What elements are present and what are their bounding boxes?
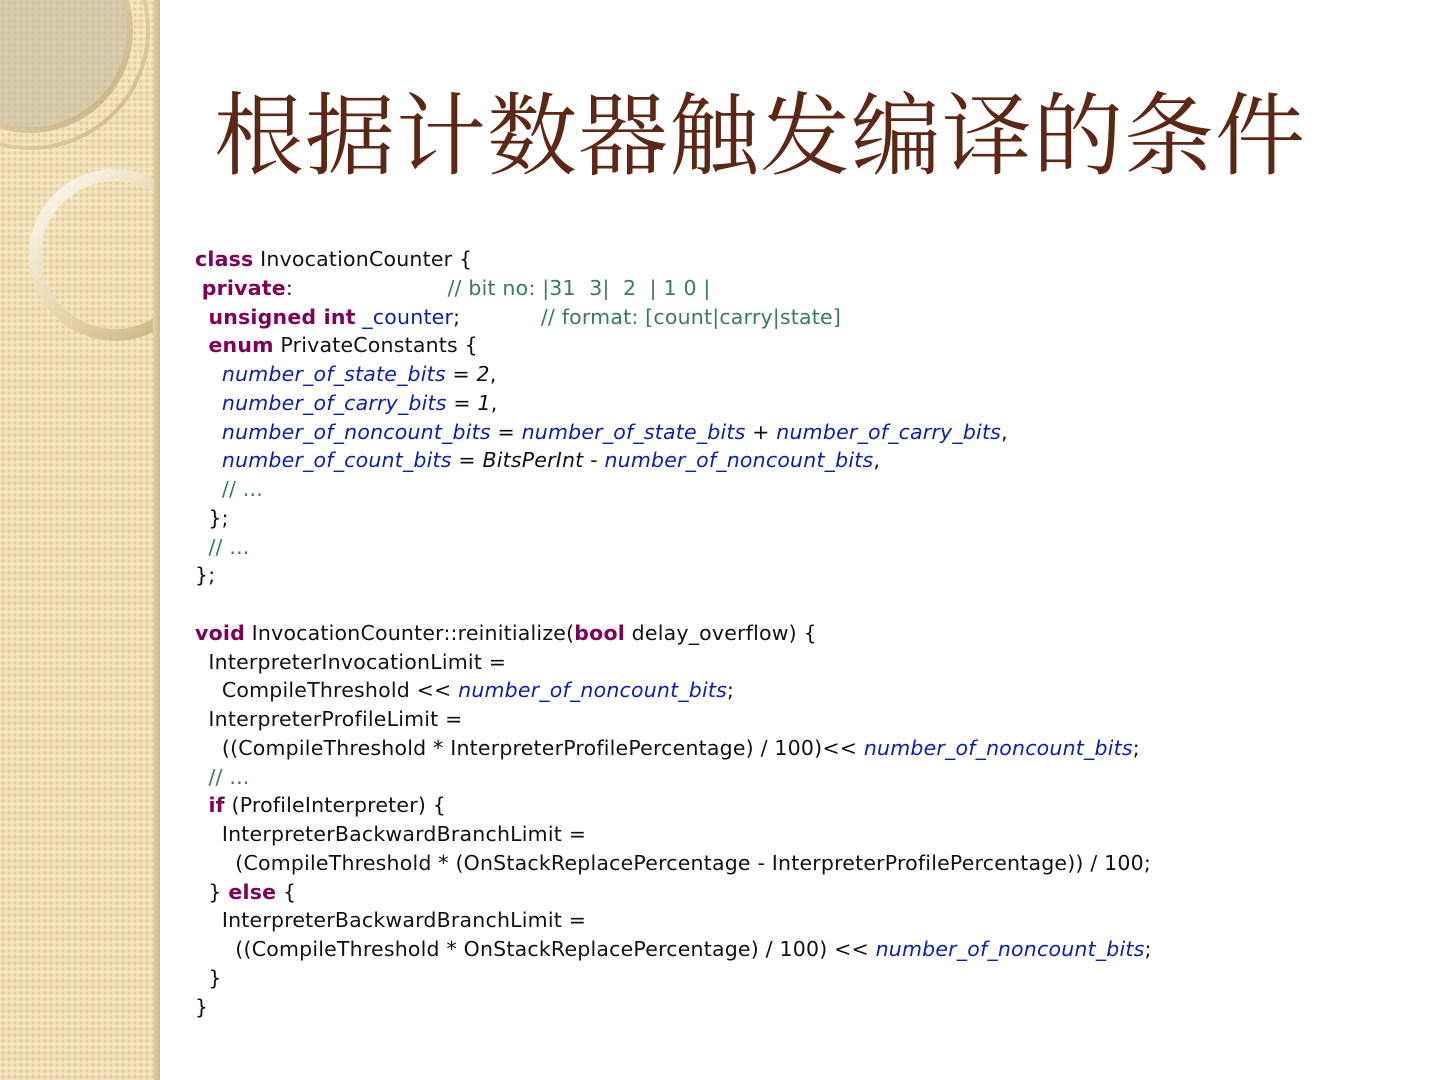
- code-text: [195, 305, 208, 329]
- decorative-rings: [0, 0, 160, 1080]
- code-comment: // ...: [208, 764, 250, 789]
- code-text: ((CompileThreshold * InterpreterProfilePercentage) / 100)<<: [195, 735, 864, 760]
- code-text: };: [195, 505, 229, 530]
- code-identifier: _counter: [362, 304, 454, 329]
- code-line: [195, 389, 1152, 418]
- code-line: [195, 360, 1152, 389]
- code-text: {: [276, 879, 297, 904]
- code-text: CompileThreshold <<: [195, 678, 459, 703]
- sidebar-edge: [153, 0, 160, 1080]
- code-text: ;: [453, 304, 541, 329]
- code-text: [195, 448, 222, 472]
- code-text: (ProfileInterpreter) {: [224, 793, 447, 818]
- decorative-sidebar: [0, 0, 160, 1080]
- code-text: [195, 765, 208, 789]
- code-line: [195, 561, 1152, 590]
- code-text: }: [195, 994, 209, 1019]
- code-text: InvocationCounter {: [253, 247, 473, 271]
- code-text: = BitsPerInt -: [451, 448, 605, 473]
- code-comment: // ...: [221, 477, 263, 501]
- code-line: [195, 331, 1152, 360]
- code-line: [195, 964, 1152, 993]
- code-identifier: number_of_carry_bits: [776, 419, 1002, 444]
- code-line: [195, 274, 1152, 303]
- code-comment: // format: [count|carry|state]: [540, 304, 842, 329]
- code-text: ;: [727, 678, 735, 703]
- code-identifier: number_of_count_bits: [221, 448, 452, 473]
- code-line: [195, 791, 1152, 820]
- code-keyword: private: [201, 275, 286, 300]
- code-keyword: enum: [208, 333, 274, 358]
- code-identifier: number_of_noncount_bits: [221, 419, 491, 444]
- code-text: ((CompileThreshold * OnStackReplacePercentage) / 100) <<: [195, 937, 876, 961]
- code-line: [195, 935, 1152, 964]
- code-text: InterpreterBackwardBranchLimit =: [195, 822, 587, 846]
- code-text: = 1: [446, 390, 491, 415]
- code-identifier: number_of_noncount_bits: [458, 678, 728, 703]
- code-identifier: number_of_noncount_bits: [863, 735, 1133, 760]
- code-line: [195, 993, 1152, 1022]
- code-text: }: [195, 879, 229, 904]
- code-text: [195, 276, 202, 300]
- code-keyword: void: [195, 620, 245, 645]
- code-text: }: [195, 965, 222, 990]
- code-line: [195, 705, 1152, 734]
- code-text: [195, 793, 208, 817]
- code-text: = 2: [445, 362, 490, 386]
- code-identifier: number_of_carry_bits: [221, 390, 447, 415]
- code-line: [195, 676, 1152, 705]
- code-line: [195, 418, 1152, 447]
- code-line: [195, 648, 1152, 677]
- code-keyword: else: [228, 879, 277, 904]
- code-identifier: number_of_noncount_bits: [875, 937, 1145, 961]
- code-line: [195, 820, 1152, 849]
- code-comment: // bit no: |31 3| 2 | 1 0 |: [447, 275, 711, 300]
- code-line: [195, 849, 1152, 878]
- code-text: [195, 420, 222, 444]
- code-line: [195, 245, 1152, 274]
- slide-title: 根据计数器触发编译的条件: [214, 84, 1306, 189]
- code-text: [195, 535, 208, 559]
- code-line: [195, 590, 1152, 619]
- code-line: [195, 533, 1152, 562]
- code-text: InterpreterInvocationLimit =: [195, 649, 507, 674]
- code-text: ,: [490, 390, 498, 415]
- code-line: [195, 734, 1152, 763]
- code-text: [195, 333, 208, 357]
- code-text: InvocationCounter::reinitialize(: [244, 620, 575, 645]
- code-line: [195, 303, 1152, 332]
- code-line: [195, 619, 1152, 648]
- code-text: delay_overflow) {: [624, 620, 817, 645]
- code-text: ;: [1144, 937, 1152, 961]
- code-line: [195, 475, 1152, 504]
- code-line: [195, 446, 1152, 475]
- code-text: =: [490, 419, 522, 444]
- code-text: ,: [489, 362, 497, 386]
- code-block: [195, 245, 1152, 1021]
- code-text: ,: [873, 448, 881, 473]
- code-text: [195, 391, 222, 415]
- top-disc-shape: [0, 0, 130, 130]
- code-text: [195, 362, 222, 386]
- code-keyword: class: [195, 247, 254, 271]
- code-text: :: [285, 275, 448, 300]
- code-text: [195, 477, 222, 501]
- code-comment: // ...: [208, 534, 250, 559]
- code-text: ;: [1132, 735, 1140, 760]
- code-keyword: bool: [574, 620, 625, 645]
- code-text: PrivateConstants {: [273, 333, 478, 358]
- code-text: InterpreterProfileLimit =: [195, 707, 463, 731]
- code-identifier: number_of_noncount_bits: [604, 448, 874, 473]
- code-text: };: [195, 563, 216, 588]
- code-text: InterpreterBackwardBranchLimit =: [195, 908, 587, 933]
- code-keyword: if: [208, 793, 225, 818]
- code-line: [195, 906, 1152, 935]
- code-text: +: [745, 419, 777, 444]
- code-keyword: unsigned int: [208, 304, 356, 329]
- code-line: [195, 504, 1152, 533]
- code-identifier: number_of_state_bits: [521, 419, 746, 444]
- code-line: [195, 763, 1152, 792]
- code-identifier: number_of_state_bits: [221, 362, 446, 386]
- code-text: ,: [1001, 419, 1008, 444]
- middle-ring-shape: [35, 175, 160, 335]
- code-text: (CompileThreshold * (OnStackReplacePercentage - InterpreterProfilePercentage)) / 100;: [195, 850, 1152, 875]
- code-line: [195, 878, 1152, 907]
